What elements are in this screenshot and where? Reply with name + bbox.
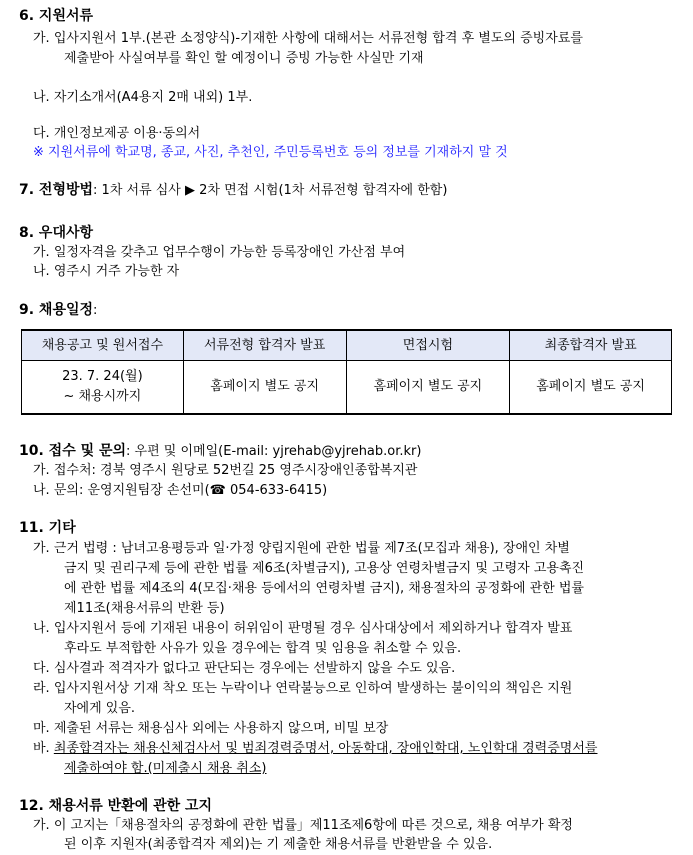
section-6-title: 6. 지원서류 [19, 8, 94, 24]
section-8-item-ga: 가. 일정자격을 갖추고 업무수행이 가능한 등록장애인 가산점 부여 [33, 245, 406, 260]
schedule-period-end: ~ 채용시까지 [63, 389, 142, 404]
schedule-header-cell: 최종합격자 발표 [510, 330, 672, 361]
section-11-item-na-line1: 나. 입사지원서 등에 기재된 내용이 허위임이 판명될 경우 심사대상에서 제외하거나 합격자 발표 [33, 621, 573, 636]
section-10-title [19, 441, 421, 462]
schedule-header-cell: 면접시험 [346, 330, 510, 361]
schedule-cell-period [22, 361, 184, 415]
section-11-item-ga-line1: 가. 근거 법령 : 남녀고용평등과 일·가정 양립지원에 관한 법률 제7조(모집과 채용), 장애인 차별 [33, 541, 570, 556]
section-9-title [19, 300, 97, 321]
section-10-title-text: 10. 접수 및 문의 [19, 443, 127, 459]
section-7-title-text: 7. 전형방법 [19, 182, 94, 198]
schedule-data-row [22, 361, 672, 415]
section-11-item-na-line2: 후라도 부적합한 사유가 있을 경우에는 합격 및 임용을 취소할 수 있음. [64, 641, 462, 656]
section-11-item-ga-line3: 에 관한 법률 제4조의 4(모집·채용 등에서의 연령차별 금지), 채용절차의 공정화에 관한 법률 [64, 581, 584, 596]
section-6-item-ga-line1: 가. 입사지원서 1부.(본관 소정양식)-기재한 사항에 대해서는 서류전형 합격 후 별도의 증빙자료를 [33, 31, 583, 46]
section-6-item-da: 다. 개인정보제공 이용·동의서 [33, 126, 201, 141]
section-11-item-ba-line1 [33, 739, 597, 759]
section-8-title: 8. 우대사항 [19, 225, 94, 241]
section-11-item-ba-prefix: 바. [33, 741, 54, 756]
section-10-item-ga: 가. 접수처: 경북 영주시 원당로 52번길 25 영주시장애인종합복지관 [33, 463, 418, 478]
schedule-header-cell: 서류전형 합격자 발표 [183, 330, 346, 361]
section-6-item-ga-line2: 제출받아 사실여부를 확인 할 예정이니 증빙 가능한 사실만 기재 [64, 51, 424, 66]
section-11-title: 11. 기타 [19, 520, 76, 536]
section-9-colon: : [93, 303, 98, 318]
schedule-table [21, 329, 672, 415]
section-11-item-ra-line1: 라. 입사지원서상 기재 착오 또는 누락이나 연락불능으로 인하여 발생하는 불이익의 책임은 지원 [33, 681, 573, 696]
section-12-item-ga-line2: 된 이후 지원자(최종합격자 제외)는 기 제출한 채용서류를 반환받을 수 있음. [64, 837, 493, 852]
section-7-title [19, 180, 447, 201]
section-6-note: ※ 지원서류에 학교명, 종교, 사진, 추천인, 주민등록번호 등의 정보를 기재하지 말 것 [33, 145, 508, 160]
section-11-item-ga-line2: 금지 및 권리구제 등에 관한 법률 제6조(차별금지), 고용상 연령차별금지 및 고령자 고용촉진 [64, 561, 585, 576]
section-8-item-na: 나. 영주시 거주 가능한 자 [33, 264, 180, 279]
section-7-content: : 1차 서류 심사 ▶ 2차 면접 시험(1차 서류전형 합격자에 한함) [93, 183, 448, 198]
section-11-item-ga-line4: 제11조(채용서류의 반환 등) [64, 601, 225, 616]
section-6-item-na: 나. 자기소개서(A4용지 2매 내외) 1부. [33, 90, 253, 105]
section-11-item-ra-line2: 자에게 있음. [64, 701, 136, 716]
schedule-header-cell: 채용공고 및 원서접수 [22, 330, 184, 361]
schedule-cell: 홈페이지 별도 공지 [510, 361, 672, 415]
schedule-cell: 홈페이지 별도 공지 [346, 361, 510, 415]
section-11-item-ba-text: 최종합격자는 채용신체검사서 및 범죄경력증명서, 아동학대, 장애인학대, 노인학대 경력증명서를 [53, 741, 598, 756]
section-11-item-ba-line2: 제출하여야 함.(미제출시 채용 취소) [64, 761, 267, 776]
section-12-title: 12. 채용서류 반환에 관한 고지 [19, 798, 213, 814]
section-10-item-na: 나. 문의: 운영지원팀장 손선미(☎ 054-633-6415) [33, 483, 328, 498]
section-11-item-da: 다. 심사결과 적격자가 없다고 판단되는 경우에는 선발하지 않을 수도 있음. [33, 661, 456, 676]
section-11-item-ma: 마. 제출된 서류는 채용심사 외에는 사용하지 않으며, 비밀 보장 [33, 721, 389, 736]
section-12-item-ga-line1: 가. 이 고지는「채용절차의 공정화에 관한 법률」제11조제6항에 따른 것으로, 채용 여부가 확정 [33, 818, 573, 833]
schedule-period-start: 23. 7. 24(월) [62, 369, 143, 384]
schedule-cell: 홈페이지 별도 공지 [183, 361, 346, 415]
schedule-header-row [22, 330, 672, 361]
section-10-content: : 우편 및 이메일(E-mail: yjrehab@yjrehab.or.kr) [126, 444, 422, 459]
section-9-title-text: 9. 채용일정 [19, 302, 94, 318]
